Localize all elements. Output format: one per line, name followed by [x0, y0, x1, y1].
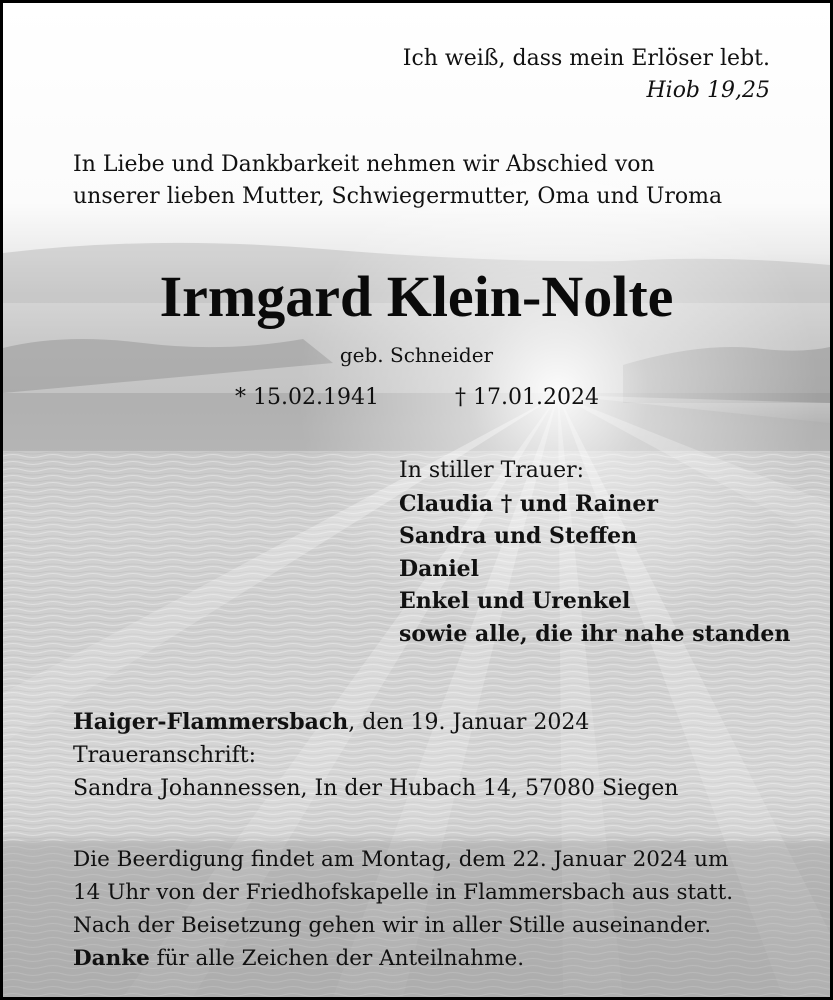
funeral-line-1: Die Beerdigung findet am Montag, dem 22. Januar 2024 um — [73, 847, 729, 872]
place-and-address — [73, 706, 678, 805]
funeral-info — [73, 843, 733, 975]
verse-reference: Hiob 19,25 — [646, 78, 770, 103]
mourners-list — [399, 455, 790, 651]
bible-verse — [403, 43, 770, 107]
funeral-line-3: Nach der Beisetzung gehen wir in aller Stille auseinander. — [73, 913, 712, 938]
notice-date: , den 19. Januar 2024 — [348, 710, 590, 735]
mourner-entry: sowie alle, die ihr nahe standen — [399, 620, 791, 647]
verse-text: Ich weiß, dass mein Erlöser lebt. — [402, 46, 770, 71]
place-date-line — [73, 706, 678, 739]
thanks-rest: für alle Zeichen der Anteilnahme. — [149, 946, 525, 971]
thanks-bold: Danke — [73, 946, 150, 971]
deceased-name: Irmgard Klein-Nolte — [159, 264, 674, 329]
mourners-lead: In stiller Trauer: — [399, 458, 585, 483]
thanks-line — [73, 942, 733, 975]
mourner-entry: Claudia † und Rainer — [399, 490, 658, 517]
death-date: † 17.01.2024 — [455, 385, 599, 410]
intro-line-1: In Liebe und Dankbarkeit nehmen wir Abschied von — [73, 152, 655, 177]
maiden-name: geb. Schneider — [339, 343, 494, 367]
place-name: Haiger-Flammersbach — [73, 709, 349, 735]
address-label: Traueranschrift: — [73, 743, 257, 768]
birth-date: * 15.02.1941 — [235, 385, 379, 410]
mourner-entry: Sandra und Steffen — [399, 523, 638, 550]
mourner-entry: Enkel und Urenkel — [399, 588, 631, 615]
funeral-line-2: 14 Uhr von der Friedhofskapelle in Flammersbach aus statt. — [73, 880, 734, 905]
intro-line-2: unserer lieben Mutter, Schwiegermutter, Oma und Uroma — [73, 184, 723, 209]
mourning-address: Sandra Johannessen, In der Hubach 14, 57080 Siegen — [73, 776, 679, 801]
mourner-entry: Daniel — [399, 555, 480, 582]
intro-text — [73, 149, 722, 213]
